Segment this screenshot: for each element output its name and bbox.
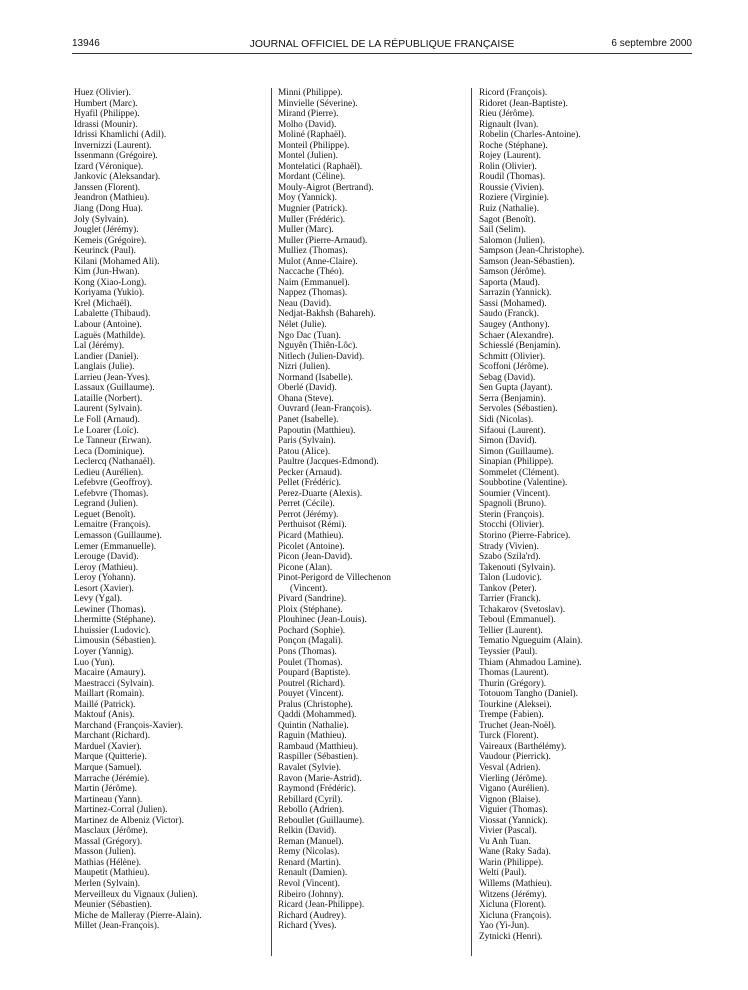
name-entry: Strady (Vivien). xyxy=(479,541,539,552)
name-entry: Rebollo (Adrien). xyxy=(278,805,345,816)
name-entry: Sail (Selim). xyxy=(479,225,526,236)
name-entry: Montel (Julien). xyxy=(278,151,338,162)
name-entry: Labour (Antoine). xyxy=(74,320,142,331)
name-entry: Reboullet (Guillaume). xyxy=(278,815,365,826)
name-entry: Tarrier (Franck). xyxy=(479,594,541,605)
name-entry: Rebillard (Cyril). xyxy=(278,794,343,805)
header-rule xyxy=(72,53,692,54)
name-entry: Lassaux (Guillaume). xyxy=(74,383,155,394)
name-entry: Lemer (Emmanuelle). xyxy=(74,541,157,552)
name-entry: Rieu (Jérôme). xyxy=(479,109,535,120)
name-entry: Turck (Florent). xyxy=(479,731,539,742)
name-entry: Ricord (François). xyxy=(479,88,548,98)
name-entry: Kemeis (Grégoire). xyxy=(74,235,147,246)
name-entry: Idrissi Khamlichi (Adil). xyxy=(74,130,167,141)
name-entry: Monteil (Philippe). xyxy=(278,140,350,151)
name-entry: Moy (Yannick). xyxy=(278,193,337,204)
name-entry: Revol (Vincent). xyxy=(278,879,340,890)
name-entry: Viguier (Thomas). xyxy=(479,805,548,816)
name-entry: Larrieu (Jean-Yves). xyxy=(74,372,150,383)
name-entry: Poutrel (Richard). xyxy=(278,678,346,689)
name-entry: Ridoret (Jean-Baptiste). xyxy=(479,98,568,109)
name-entry: Scoffoni (Jérôme). xyxy=(479,362,549,373)
name-entry: Thiam (Ahmadou Lamine). xyxy=(479,657,582,668)
name-entry: Talon (Ludovic). xyxy=(479,573,542,584)
name-entry: Ricard (Jean-Philippe). xyxy=(278,900,365,911)
name-entry: Roudil (Thomas). xyxy=(479,172,546,183)
name-entry: Ngo Dac (Tuan). xyxy=(278,330,341,341)
name-entry: Picard (Mathieu). xyxy=(278,530,344,541)
name-entry: Pons (Thomas). xyxy=(278,646,337,657)
name-entry: Sterin (François). xyxy=(479,509,545,520)
name-entry: Naim (Emmanuel). xyxy=(278,277,350,288)
name-entry: Witzens (Jérémy). xyxy=(479,889,547,900)
name-entry: Panet (Isabelle). xyxy=(278,414,339,425)
name-entry: Raymond (Frédéric). xyxy=(278,784,356,795)
name-entry: Xicluna (Florent). xyxy=(479,900,547,911)
name-entry: Labalette (Thibaud). xyxy=(74,309,151,320)
name-entry: Koriyama (Yukio). xyxy=(74,288,145,299)
name-entry: Legrand (Julien). xyxy=(74,499,139,510)
name-entry: Laurent (Sylvain). xyxy=(74,404,143,415)
name-entry: Simon (David). xyxy=(479,436,537,447)
name-entry: Saporta (Maud). xyxy=(479,277,540,288)
name-entry: Nizri (Julien). xyxy=(278,362,331,373)
name-entry: Teboul (Emmanuel). xyxy=(479,615,556,626)
name-entry: Invernizzi (Laurent). xyxy=(74,140,152,151)
name-entry: Sinapian (Philippe). xyxy=(479,457,554,468)
name-entry: Sen Gupta (Jayant). xyxy=(479,383,553,394)
name-entry: Saudo (Franck). xyxy=(479,309,539,320)
name-entry: Huez (Olivier). xyxy=(74,88,131,98)
name-entry: Maillé (Patrick). xyxy=(74,699,136,710)
name-entry: Mouly-Aigrot (Bertrand). xyxy=(278,182,374,193)
name-entry: Renard (Martin). xyxy=(278,857,341,868)
name-entry: Mirand (Pierre). xyxy=(278,109,339,120)
name-entry: Sagot (Benoît). xyxy=(479,214,536,225)
name-entry: Roziere (Virginie). xyxy=(479,193,550,204)
name-entry: Raspiller (Sébastien). xyxy=(278,752,359,763)
name-entry: Ohana (Steve). xyxy=(278,393,334,404)
name-entry: Jankovic (Aleksandar). xyxy=(74,172,161,183)
name-entry: Oberlé (David). xyxy=(278,383,337,394)
name-entry: Viossat (Yannick). xyxy=(479,815,548,826)
name-entry: Kilani (Mohamed Ali). xyxy=(74,256,160,267)
name-entry: Samson (Jérôme). xyxy=(479,267,547,278)
name-entry: Paultre (Jacques-Edmond). xyxy=(278,457,379,468)
name-entry: Vesval (Adrien). xyxy=(479,763,541,773)
name-entry: Welti (Paul). xyxy=(479,868,527,879)
name-entry: Tchakarov (Svetoslav). xyxy=(479,604,566,615)
name-entry: Pinot-Perigord de Villechenon xyxy=(278,573,391,584)
name-entry: Jouglet (Jérémy). xyxy=(74,225,139,236)
name-entry: Lefebvre (Geoffroy). xyxy=(74,478,153,489)
name-entry: Relkin (David). xyxy=(278,826,337,837)
name-entry: Simon (Guillaume). xyxy=(479,446,554,457)
name-entry: Soumier (Vincent). xyxy=(479,488,551,499)
name-entry: Richard (Audrey). xyxy=(278,910,347,921)
name-entry: Servoles (Sébastien). xyxy=(479,404,558,415)
name-entry: Minni (Philippe). xyxy=(278,88,343,98)
name-entry: Takenouti (Sylvain). xyxy=(479,562,556,573)
name-entry: Lemaitre (François). xyxy=(74,520,151,531)
name-entry: Montelatici (Raphaël). xyxy=(278,161,363,172)
name-entry: Lewiner (Thomas). xyxy=(74,604,146,615)
name-column-3 xyxy=(479,88,669,942)
name-entry: Pralus (Christophe). xyxy=(278,699,353,710)
name-entry: Nélet (Julie). xyxy=(278,320,327,331)
name-entry: Serra (Benjamin). xyxy=(479,393,546,404)
name-entry: Lal (Jérémy). xyxy=(74,341,125,352)
name-entry: Martineau (Yann). xyxy=(74,794,143,805)
name-entry: Ledieu (Aurélien). xyxy=(74,467,144,478)
name-entry: Sarrazin (Yannick). xyxy=(479,288,552,299)
name-entry: Izard (Véronique). xyxy=(74,161,144,172)
name-entry: Jeandron (Mathieu). xyxy=(74,193,150,204)
name-entry: Zytnicki (Henri). xyxy=(479,931,543,942)
name-entry: Tellier (Laurent). xyxy=(479,625,543,636)
name-entry: Humbert (Marc). xyxy=(74,98,138,109)
name-entry: Pouyet (Vincent). xyxy=(278,689,344,700)
name-entry: Limousin (Sébastien). xyxy=(74,636,157,647)
name-entry: Perez-Duarte (Alexis). xyxy=(278,488,363,499)
name-entry: Picon (Jean-David). xyxy=(278,552,353,563)
name-entry: Richard (Yves). xyxy=(278,921,337,932)
name-entry: Merlen (Sylvain). xyxy=(74,879,141,890)
name-entry: Martinez de Albeniz (Victor). xyxy=(74,815,184,826)
name-entry: Massal (Grégory). xyxy=(74,836,143,847)
name-entry: Lhermitte (Stéphane). xyxy=(74,615,156,626)
name-entry: Jiang (Dong Hua). xyxy=(74,204,143,215)
name-entry: Perret (Cécile). xyxy=(278,499,335,510)
name-entry: Masclaux (Jérôme). xyxy=(74,826,148,837)
column-divider-1 xyxy=(271,88,272,956)
name-entry: Thurin (Grégory). xyxy=(479,678,547,689)
name-entry: Spagnoli (Bruno). xyxy=(479,499,547,510)
name-entry: Raguin (Mathieu). xyxy=(278,731,347,742)
name-entry: Truchet (Jean-Noël). xyxy=(479,720,557,731)
name-entry: Marque (Samuel). xyxy=(74,763,142,773)
name-entry: Ravalet (Sylvie). xyxy=(278,763,341,773)
name-entry: Wane (Raky Sada). xyxy=(479,847,551,858)
name-entry: Reman (Manuel). xyxy=(278,836,344,847)
name-entry: Perrot (Jérémy). xyxy=(278,509,339,520)
name-column-2 xyxy=(278,88,468,932)
name-entry: Paris (Sylvain). xyxy=(278,436,336,447)
name-entry: Rignault (Ivan). xyxy=(479,119,539,130)
name-entry: Tankov (Peter). xyxy=(479,583,537,594)
name-entry: Vaireaux (Barthélémy). xyxy=(479,741,567,752)
name-entry: Sebag (David). xyxy=(479,372,536,383)
name-entry: Schaer (Alexandre). xyxy=(479,330,554,341)
name-entry: Ploix (Stéphane). xyxy=(278,604,343,615)
name-entry: Le Foll (Arnaud). xyxy=(74,414,140,425)
name-entry: Vignon (Blaise). xyxy=(479,794,541,805)
name-entry: Neau (David). xyxy=(278,298,332,309)
name-entry: Mugnier (Patrick). xyxy=(278,204,348,215)
name-entry: Vivier (Pascal). xyxy=(479,826,537,837)
name-entry: Lhuissier (Ludovic). xyxy=(74,625,151,636)
name-entry: Mathias (Hélène). xyxy=(74,857,142,868)
name-entry: Tourkine (Aleksei). xyxy=(479,699,552,710)
name-entry: (Vincent). xyxy=(290,583,328,594)
name-entry: Lesort (Xavier). xyxy=(74,583,134,594)
name-entry: Millet (Jean-François). xyxy=(74,921,160,932)
name-entry: Stocchi (Olivier). xyxy=(479,520,545,531)
name-entry: Perthuisot (Rémi). xyxy=(278,520,347,531)
name-entry: Muller (Frédéric). xyxy=(278,214,346,225)
name-entry: Keurinck (Paul). xyxy=(74,246,136,257)
name-entry: Lefebvre (Thomas). xyxy=(74,488,149,499)
name-entry: Nitlech (Julien-David). xyxy=(278,351,365,362)
name-entry: Soubbotine (Valentine). xyxy=(479,478,568,489)
journal-title: JOURNAL OFFICIEL DE LA RÉPUBLIQUE FRANÇAISE xyxy=(249,38,515,50)
name-entry: Lemasson (Guillaume). xyxy=(74,530,162,541)
name-entry: Meunier (Sébastien). xyxy=(74,900,152,911)
name-entry: Patou (Alice). xyxy=(278,446,331,457)
name-entry: Mordant (Céline). xyxy=(278,172,346,183)
name-entry: Sidi (Nicolas). xyxy=(479,414,534,425)
name-entry: Nappez (Thomas). xyxy=(278,288,348,299)
name-entry: Renault (Damien). xyxy=(278,868,348,879)
name-entry: Moliné (Raphaël). xyxy=(278,130,347,141)
name-entry: Nguyên (Thiên-Lôc). xyxy=(278,341,358,352)
name-entry: Pivard (Sandrine). xyxy=(278,594,347,605)
name-entry: Mulliez (Thomas). xyxy=(278,246,348,257)
name-entry: Willems (Mathieu). xyxy=(479,879,552,890)
name-entry: Maupetit (Mathieu). xyxy=(74,868,150,879)
name-entry: Loyer (Yannig). xyxy=(74,646,134,657)
name-entry: Pellet (Frédéric). xyxy=(278,478,341,489)
name-entry: Maillart (Romain). xyxy=(74,689,145,700)
name-entry: Laguës (Mathilde). xyxy=(74,330,146,341)
name-entry: Issenmann (Grégoire). xyxy=(74,151,158,162)
name-entry: Warin (Philippe). xyxy=(479,857,544,868)
name-entry: Leca (Dominique). xyxy=(74,446,145,457)
name-entry: Rojey (Laurent). xyxy=(479,151,541,162)
name-entry: Marque (Quitterie). xyxy=(74,752,147,763)
name-entry: Roussie (Vivien). xyxy=(479,182,545,193)
name-entry: Luo (Yun). xyxy=(74,657,115,668)
name-entry: Tematio Ngueguim (Alain). xyxy=(479,636,583,647)
name-entry: Le Tanneur (Erwan). xyxy=(74,436,152,447)
name-entry: Roche (Stéphane). xyxy=(479,140,548,151)
name-entry: Rolin (Olivier). xyxy=(479,161,537,172)
name-entry: Saugey (Anthony). xyxy=(479,320,550,331)
name-entry: Kong (Xiao-Long). xyxy=(74,277,147,288)
name-entry: Papoutin (Matthieu). xyxy=(278,425,356,436)
name-entry: Picolet (Antoine). xyxy=(278,541,345,552)
name-entry: Schiesslé (Benjamin). xyxy=(479,341,561,352)
name-entry: Yao (Yi-Jun). xyxy=(479,921,530,932)
name-entry: Salomon (Julien). xyxy=(479,235,546,246)
name-entry: Leguet (Benoît). xyxy=(74,509,136,520)
name-entry: Merveilleux du Vignaux (Julien). xyxy=(74,889,198,900)
name-entry: Nedjat-Bakhsh (Bahareh). xyxy=(278,309,376,320)
name-entry: Plouhinec (Jean-Louis). xyxy=(278,615,367,626)
name-entry: Landier (Daniel). xyxy=(74,351,139,362)
name-entry: Vierling (Jérôme). xyxy=(479,773,548,784)
name-entry: Sassi (Mohamed). xyxy=(479,298,547,309)
name-entry: Robelin (Charles-Antoine). xyxy=(479,130,581,141)
page-number: 13946 xyxy=(72,38,100,49)
name-entry: Rambaud (Matthieu). xyxy=(278,741,359,752)
name-entry: Marrache (Jérémie). xyxy=(74,773,150,784)
name-entry: Molho (David). xyxy=(278,119,337,130)
name-entry: Levy (Ygal). xyxy=(74,594,123,605)
name-entry: Miche de Malleray (Pierre-Alain). xyxy=(74,910,202,921)
name-entry: Idrassi (Mounir). xyxy=(74,119,138,130)
name-entry: Muller (Marc). xyxy=(278,225,334,236)
name-entry: Ruiz (Nathalie). xyxy=(479,204,539,215)
name-entry: Vigano (Aurélien). xyxy=(479,784,550,795)
name-entry: Sampson (Jean-Christophe). xyxy=(479,246,585,257)
name-entry: Kim (Jun-Hwan). xyxy=(74,267,140,278)
name-entry: Janssen (Florent). xyxy=(74,182,141,193)
name-entry: Qaddi (Mohammed). xyxy=(278,710,357,721)
name-entry: Picone (Alan). xyxy=(278,562,333,573)
name-entry: Muller (Pierre-Arnaud). xyxy=(278,235,368,246)
name-entry: Le Loarer (Loïc). xyxy=(74,425,139,436)
name-entry: Pochard (Sophie). xyxy=(278,625,346,636)
publication-date: 6 septembre 2000 xyxy=(611,38,692,49)
name-entry: Xicluna (François). xyxy=(479,910,552,921)
name-column-1 xyxy=(74,88,264,932)
name-entry: Martin (Jérôme). xyxy=(74,784,137,795)
name-entry: Hyafil (Philippe). xyxy=(74,109,140,120)
name-entry: Masson (Julien). xyxy=(74,847,136,858)
name-entry: Maestracci (Sylvain). xyxy=(74,678,155,689)
name-entry: Normand (Isabelle). xyxy=(278,372,353,383)
name-entry: Langlais (Julie). xyxy=(74,362,135,373)
name-entry: Lataille (Norbert). xyxy=(74,393,143,404)
name-entry: Quintin (Nathalie). xyxy=(278,720,349,731)
name-entry: Vu Anh Tuan. xyxy=(479,836,531,847)
name-entry: Macaire (Amaury). xyxy=(74,668,146,679)
column-divider-2 xyxy=(471,88,472,956)
name-entry: Martinez-Corral (Julien). xyxy=(74,805,168,816)
name-entry: Krel (Michaël). xyxy=(74,298,132,309)
name-entry: Poupard (Baptiste). xyxy=(278,668,351,679)
name-entry: Samson (Jean-Sébastien). xyxy=(479,256,575,267)
name-entry: Leroy (Yohann). xyxy=(74,573,136,584)
name-entry: Remy (Nicolas). xyxy=(278,847,340,858)
name-entry: Schmitt (Olivier). xyxy=(479,351,546,362)
name-entry: Leclercq (Nathanaël). xyxy=(74,457,156,468)
name-entry: Totouom Tangho (Daniel). xyxy=(479,689,578,700)
name-entry: Sifaoui (Laurent). xyxy=(479,425,546,436)
name-entry: Ponçon (Magali). xyxy=(278,636,344,647)
name-entry: Ouvrard (Jean-François). xyxy=(278,404,372,415)
name-entry: Mulot (Anne-Claire). xyxy=(278,256,358,267)
page-header xyxy=(72,37,692,51)
name-entry: Trempe (Fabien). xyxy=(479,710,544,721)
name-entry: Marchand (François-Xavier). xyxy=(74,720,183,731)
name-entry: Marchant (Richard). xyxy=(74,731,150,742)
name-entry: Lerouge (David). xyxy=(74,552,139,563)
name-entry: Vaudour (Pierrick). xyxy=(479,752,551,763)
name-entry: Thomas (Laurent). xyxy=(479,668,549,679)
name-entry: Minvielle (Séverine). xyxy=(278,98,358,109)
name-entry: Teyssier (Paul). xyxy=(479,646,538,657)
name-entry: Storino (Pierre-Fabrice). xyxy=(479,530,571,541)
name-entry: Naccache (Théo). xyxy=(278,267,345,278)
name-entry: Ribeiro (Johnny). xyxy=(278,889,344,900)
name-entry: Maktouf (Anis). xyxy=(74,710,135,721)
name-entry: Pecker (Arnaud). xyxy=(278,467,343,478)
name-entry: Poulet (Thomas). xyxy=(278,657,343,668)
name-entry: Szabo (Szila'rd). xyxy=(479,552,541,563)
name-entry: Ravon (Marie-Astrid). xyxy=(278,773,362,784)
name-entry: Marduel (Xavier). xyxy=(74,741,142,752)
name-entry: Leroy (Mathieu). xyxy=(74,562,139,573)
name-entry: Joly (Sylvain). xyxy=(74,214,129,225)
name-entry: Sommelet (Clément). xyxy=(479,467,560,478)
